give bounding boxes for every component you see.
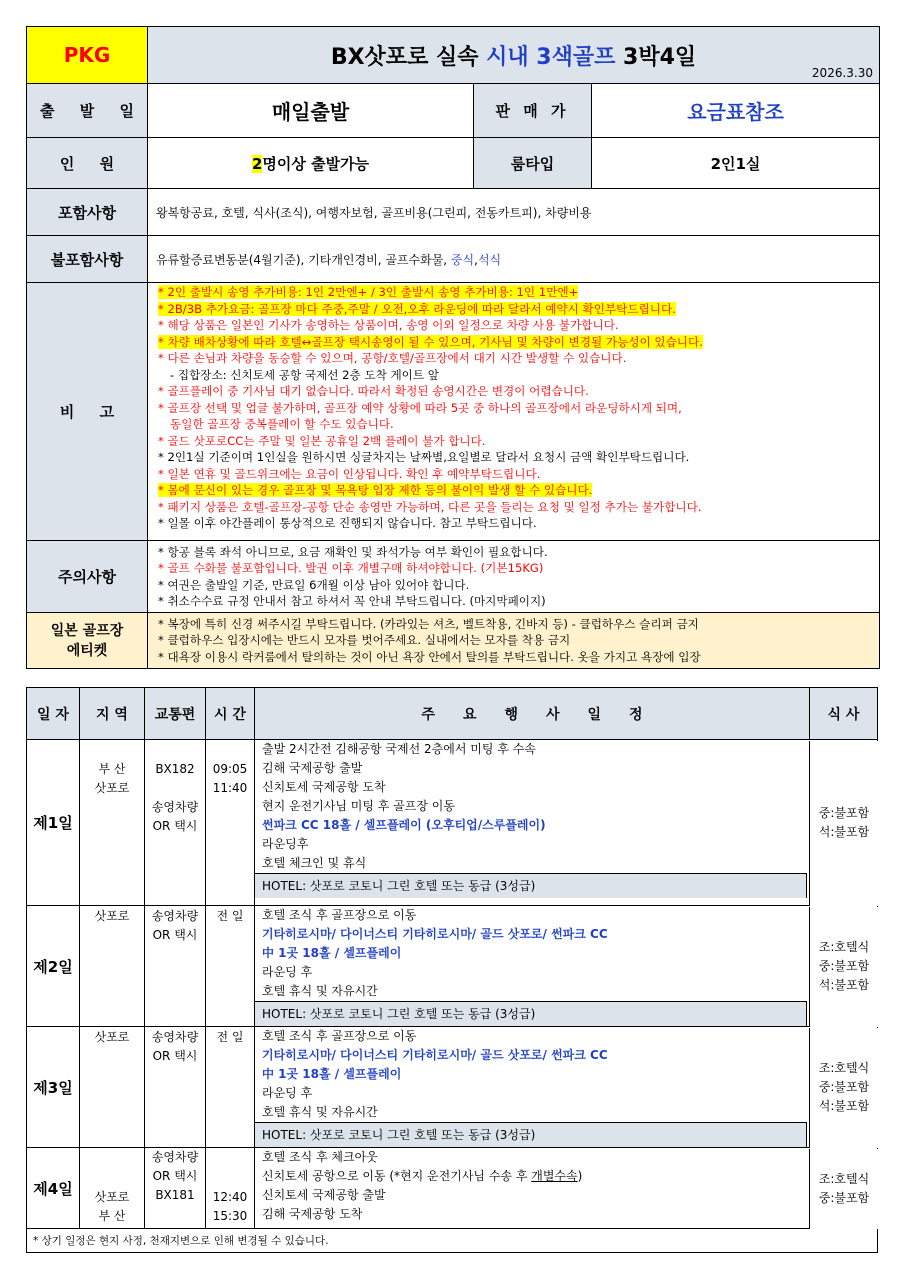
day-label: 제3일 — [27, 1027, 80, 1148]
title-date: 2026.3.30 — [811, 66, 873, 80]
remark-line: * 골드 삿포로CC는 주말 및 일본 공휴일 2백 플레이 불가 합니다. — [158, 433, 486, 448]
price-value: 요금표참조 — [592, 84, 880, 138]
schedule-cell: 호텔 조식 후 골프장으로 이동 기타히로시마/ 다이너스티 기타히로시마/ 골드 삿포로/ 썬파크 CC 中 1곳 18홀 / 셀프플레이 라운딩 후 호텔 휴식 및 자유시간 HOTEL: 삿포로 코토니 그린 호텔 또는 동급 (3성급) — [255, 906, 878, 1027]
schedule-cell: 출발 2시간전 김해공항 국제선 2층에서 미팅 후 수속 김해 국제공항 출발 신치토세 국제공항 도착 현지 운전기사님 미팅 후 골프장 이동 썬파크 CC 18홀 / 셀프플레이 (오후티업/스루플레이) 라운딩후 호텔 체크인 및 휴식 HOTEL: 삿포로 코토니 그린 호텔 또는 동급 (3성급) — [255, 740, 878, 906]
schedule-cell: 호텔 조식 후 체크아웃 신치토세 공항으로 이동 (*현지 운전기사님 수송 후 개별수속) 신치토세 국제공항 출발 김해 국제공항 도착 — [255, 1148, 878, 1229]
col-meals: 식 사 — [810, 688, 878, 740]
day-label: 제2일 — [27, 906, 80, 1027]
remark-line: * 패키지 상품은 호텔-골프장-공항 단순 송영만 가능하며, 다른 곳을 들리는 요청 및 일정 추가는 불가합니다. — [158, 499, 702, 514]
excluded-value: 유류할증료변동분(4월기준), 기타개인경비, 골프수화물, 중식,석식 — [148, 236, 880, 283]
footnote: * 상기 일정은 현지 사정, 천재지변으로 인해 변경될 수 있습니다. — [27, 1229, 878, 1253]
footnote-row — [27, 1229, 878, 1253]
caution-line: * 취소수수료 규정 안내서 참고 하셔서 꼭 안내 부탁드립니다. (마지막페이지) — [158, 594, 546, 608]
persons-label: 인 원 — [27, 138, 148, 189]
included-value: 왕복항공료, 호텔, 식사(조식), 여행자보험, 골프비용(그린피, 전동카트피), 차량비용 — [148, 189, 880, 236]
transport-cell: 송영차량 OR 택시 — [145, 1027, 206, 1148]
remark-line: * 골프장 선택 및 업글 불가하며, 골프장 예약 상황에 따라 5곳 중 하나의 골프장에서 라운딩하시게 되며, — [158, 400, 682, 415]
meals-day2: 조:호텔식 중:불포함 석:불포함 — [809, 907, 878, 1027]
remark-line: * 골프플레이 중 기사님 대기 없습니다. 따라서 확정된 송영시간은 변경이 어렵습니다. — [158, 384, 589, 398]
table-row — [27, 906, 878, 1027]
table-row — [27, 1148, 878, 1229]
time-cell: 09:05 11:40 — [206, 740, 255, 906]
remark-line: * 2인1실 기준이며 1인실을 원하시면 싱글차지는 날짜별,요일별로 달라서 요청시 금액 확인부탁드립니다. — [158, 450, 690, 464]
departure-value: 매일출발 — [148, 84, 474, 138]
remark-line: * 차량 배차상황에 따라 호텔↔골프장 택시송영이 될 수 있으며, 기사님 및 차량이 변경될 가능성이 있습니다. — [158, 334, 703, 349]
remarks-list — [148, 283, 880, 541]
caution-line: * 골프 수화물 불포함입니다. 발권 이후 개별구매 하셔야합니다. (기본15KG) — [158, 561, 544, 575]
time-cell: 전 일 — [206, 906, 255, 1027]
room-value: 2인1실 — [592, 138, 880, 189]
day-label: 제4일 — [27, 1148, 80, 1229]
hotel-info: HOTEL: 삿포로 코토니 그린 호텔 또는 동급 (3성급) — [255, 873, 807, 898]
table-row — [27, 1027, 878, 1148]
region-cell: 부 산 삿포로 — [80, 740, 145, 906]
remark-line: * 몸에 문신이 있는 경우 골프장 및 목욕탕 입장 제한 등의 불이익 발생 할 수 있습니다. — [158, 483, 593, 497]
page-title: BX삿포로 실속 시내 3색골프 3박4일 2026.3.30 — [148, 27, 880, 84]
caution-list — [148, 541, 880, 613]
itinerary-header — [27, 688, 878, 740]
etiquette-label: 일본 골프장 에티켓 — [27, 613, 148, 669]
etiquette-line: * 대욕장 이용시 락커룸에서 탈의하는 것이 아닌 욕장 안에서 탈의를 부탁드립니다. 옷을 가지고 욕장에 입장 — [158, 649, 701, 664]
remark-line: - 집합장소: 신치토세 공항 국제선 2층 도착 게이트 앞 — [170, 367, 439, 382]
remark-line: * 2B/3B 추가요금: 골프장 마다 주중,주말 / 오전,오후 라운딩에 따라 달라서 예약시 확인부탁드립니다. — [158, 301, 676, 316]
region-cell: 삿포로 — [80, 1027, 145, 1148]
remark-line: * 다른 손님과 차량을 동승할 수 있으며, 공항/호텔/골프장에서 대기 시간 발생할 수 있습니다. — [158, 351, 627, 365]
time-cell: 12:40 15:30 — [206, 1148, 255, 1229]
region-cell: 삿포로 — [80, 906, 145, 1027]
day-label: 제1일 — [27, 740, 80, 906]
caution-label: 주의사항 — [27, 541, 148, 613]
package-info-table — [26, 26, 880, 669]
remark-line: * 해당 상품은 일본인 기사가 송영하는 상품이며, 송영 이외 일정으로 차량 사용 불가합니다. — [158, 318, 619, 332]
hotel-info: HOTEL: 삿포로 코토니 그린 호텔 또는 동급 (3성급) — [255, 1122, 807, 1147]
meals-day3: 조:호텔식 중:불포함 석:불포함 — [809, 1028, 878, 1148]
remark-line: 동일한 골프장 중복플레이 할 수도 있습니다. — [170, 417, 394, 431]
transport-cell: BX182 송영차량 OR 택시 — [145, 740, 206, 906]
meals-day4: 조:호텔식 중:불포함 — [809, 1149, 878, 1229]
departure-label: 출 발 일 — [27, 84, 148, 138]
hotel-info: HOTEL: 삿포로 코토니 그린 호텔 또는 동급 (3성급) — [255, 1001, 807, 1026]
transport-cell: 송영차량 OR 택시 — [145, 906, 206, 1027]
table-row — [27, 740, 878, 906]
col-date: 일 자 — [27, 688, 80, 740]
col-schedule: 주요행사일정 — [255, 688, 810, 740]
excluded-label: 불포함사항 — [27, 236, 148, 283]
region-cell: 삿포로 부 산 — [80, 1148, 145, 1229]
caution-line: * 항공 블록 좌석 아니므로, 요금 재확인 및 좌석가능 여부 확인이 필요합니다. — [158, 544, 548, 559]
col-region: 지 역 — [80, 688, 145, 740]
meals-day1: 중:불포함 석:불포함 — [809, 741, 878, 906]
price-label: 판 매 가 — [474, 84, 592, 138]
pkg-badge: PKG — [27, 27, 148, 84]
etiquette-line: * 복장에 특히 신경 써주시길 부탁드립니다. (카라있는 셔츠, 벨트착용, 긴바지 등) - 클럽하우스 슬리퍼 금지 — [158, 616, 699, 631]
time-cell: 전 일 — [206, 1027, 255, 1148]
schedule-cell: 호텔 조식 후 골프장으로 이동 기타히로시마/ 다이너스티 기타히로시마/ 골드 삿포로/ 썬파크 CC 中 1곳 18홀 / 셀프플레이 라운딩 후 호텔 휴식 및 자유시간 HOTEL: 삿포로 코토니 그린 호텔 또는 동급 (3성급) — [255, 1027, 878, 1148]
remarks-label: 비 고 — [27, 283, 148, 541]
col-time: 시 간 — [206, 688, 255, 740]
persons-value: 2명이상 출발가능 — [148, 138, 474, 189]
room-label: 룸타입 — [474, 138, 592, 189]
remark-line: * 일몰 이후 야간플레이 통상적으로 진행되지 않습니다. 참고 부탁드립니다. — [158, 516, 537, 530]
col-transport: 교통편 — [145, 688, 206, 740]
included-label: 포함사항 — [27, 189, 148, 236]
itinerary-table — [26, 687, 878, 1253]
remark-line: * 2인 출발시 송영 추가비용: 1인 2만엔+ / 3인 출발시 송영 추가비용: 1인 1만엔+ — [158, 285, 579, 299]
caution-line: * 여권은 출발일 기준, 만료일 6개월 이상 남아 있어야 합니다. — [158, 577, 470, 592]
etiquette-line: * 클럽하우스 입장시에는 반드시 모자를 벗어주세요. 실내에서는 모자를 착용 금지 — [158, 633, 571, 648]
etiquette-list — [148, 613, 880, 669]
transport-cell: 송영차량 OR 택시 BX181 — [145, 1148, 206, 1229]
remark-line: * 일본 연휴 및 골드위크에는 요금이 인상됩니다. 확인 후 예약부탁드립니다. — [158, 466, 541, 481]
